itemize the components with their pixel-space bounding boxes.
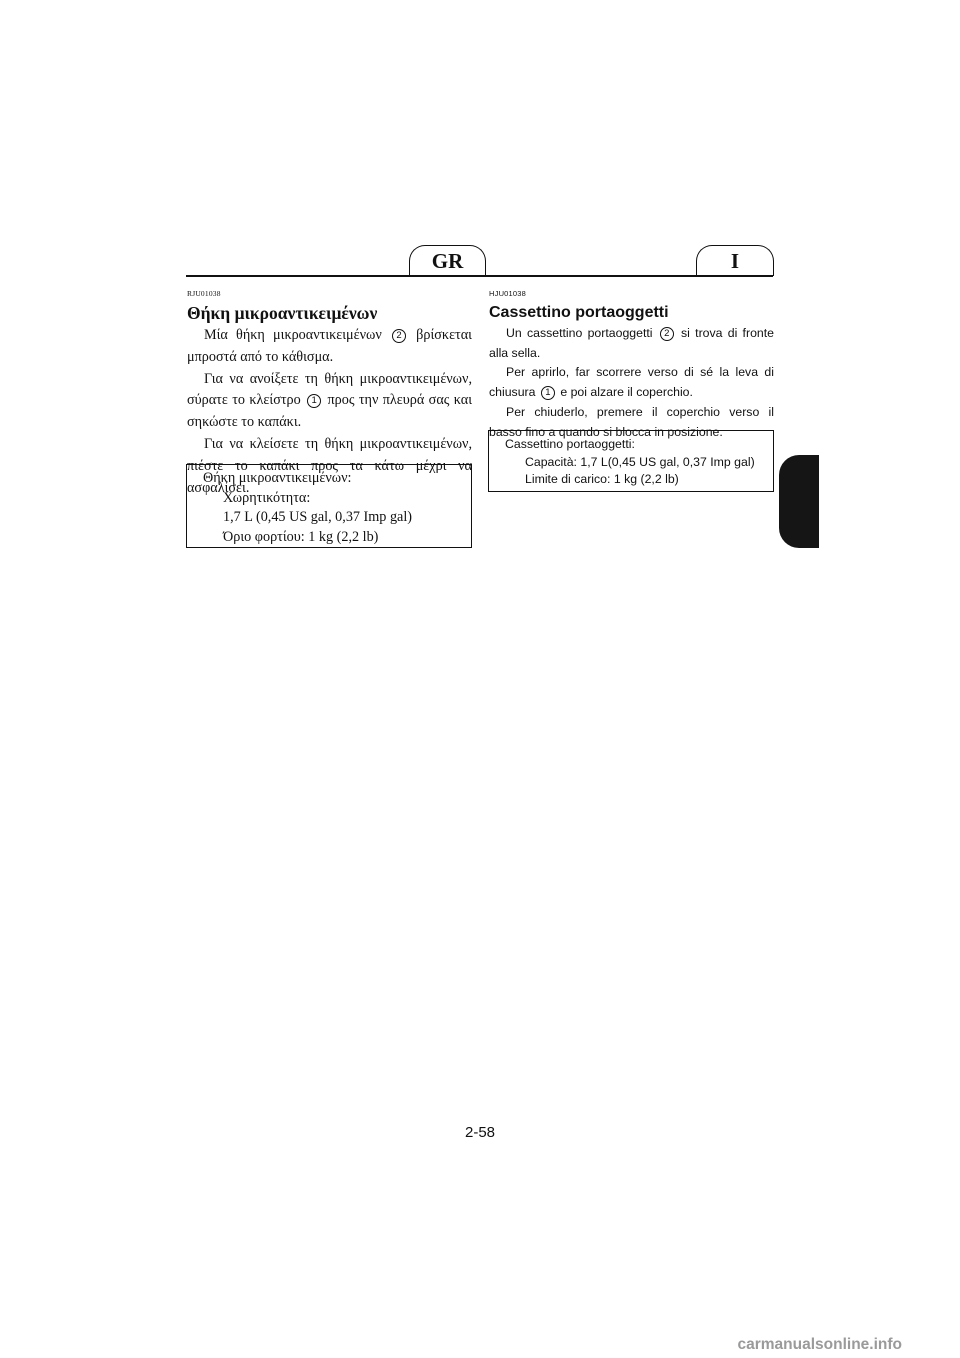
spec-load-it: Limite di carico: 1 kg (2,2 lb) [525,472,679,486]
spec-box-it [488,430,774,492]
paragraph-it-1-text-a: Un cassettino portaoggetti [506,326,653,340]
spec-capacity-value-gr: 1,7 L (0,45 US gal, 0,37 Imp gal) [223,509,413,525]
paragraph-it-1 [489,324,774,363]
paragraph-it-1-text-b: si trova di fronte alla sella. [489,326,774,360]
italian-column [489,289,774,442]
callout-1-icon: 1 [541,386,555,400]
callout-2-icon: 2 [392,329,406,343]
callout-1-icon: 1 [307,394,321,408]
spec-heading-it: Cassettino portaoggetti: [505,437,635,451]
paragraph-gr-2-text-b: προς την πλευρά σας και σηκώστε το καπάκι. [187,392,473,431]
watermark-text: carmanualsonline.info [737,1336,902,1353]
paragraph-gr-1-text-a: Μία θήκη μικροαντικειμένων [204,327,382,343]
header-rule [186,275,773,277]
paragraph-it-2 [489,363,774,402]
paragraph-it-2-text-a: Per aprirlo, far scorrere verso di sé la leva di chiusura [489,365,774,400]
spec-load-gr: Όριο φορτίου: 1 kg (2,2 lb) [223,528,379,545]
paragraph-gr-3: Για να κλείσετε τη θήκη μικροαντικειμένων, πιέστε το καπάκι προς τα κάτω μέχρι να ασφαλίσει. [187,435,472,496]
spec-heading-gr: Θήκη μικροαντικειμένων: [203,470,352,486]
section-code-it: HJU01038 [489,289,527,298]
section-title-gr: Θήκη μικροαντικειμένων [187,303,378,323]
paragraph-gr-2-text-a: Για να ανοίξετε τη θήκη μικροαντικειμένων, σύρατε το κλείστρο [187,370,472,409]
paragraph-gr-1 [187,325,472,369]
language-badge-gr: GR [409,245,486,276]
language-badge-i: I [696,245,774,276]
paragraph-gr-1-text-b: βρίσκεται μπροστά από το κάθισμα. [187,327,472,365]
paragraph-it-3: Per chiuderlo, premere il coperchio verso il basso fino a quando si blocca in posizione. [489,404,774,439]
spec-box-gr [186,464,472,548]
page-number: 2-58 [464,1124,496,1141]
section-title-it: Cassettino portaoggetti [489,304,669,321]
section-code-gr: RJU01038 [187,289,221,298]
spec-capacity-label-gr: Χωρητικότητα: [223,489,311,506]
callout-2-icon: 2 [660,327,674,341]
paragraph-it-2-text-b: e poi alzare il coperchio. [560,385,693,400]
spec-capacity-it: Capacità: 1,7 L(0,45 US gal, 0,37 Imp gal) [525,454,755,469]
paragraph-gr-2 [187,369,472,434]
chapter-side-tab [779,455,819,548]
